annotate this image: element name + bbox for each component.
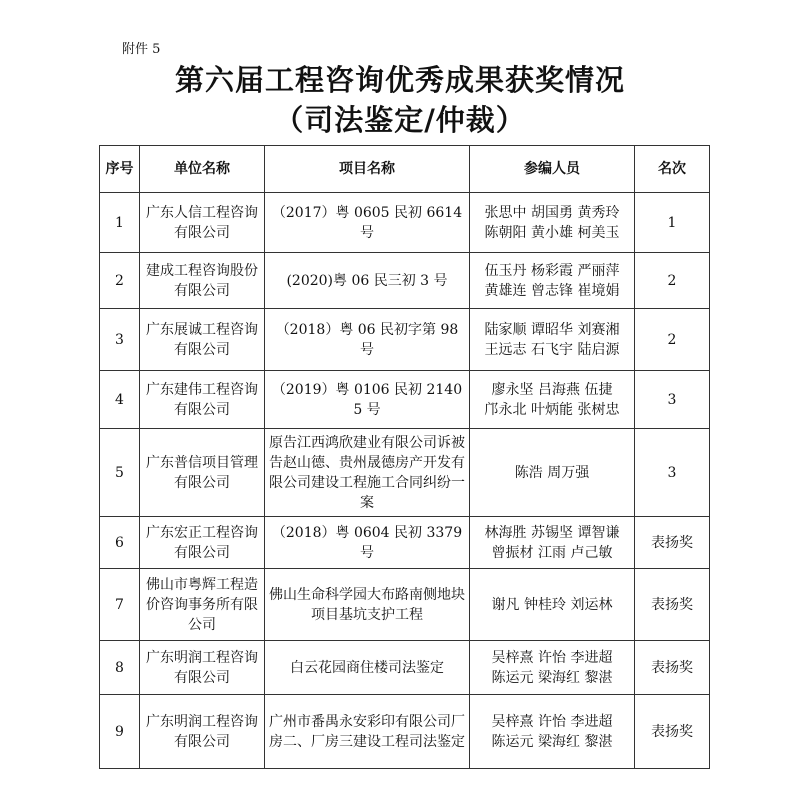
cell-rank: 表扬奖	[635, 695, 710, 769]
page-subtitle: （司法鉴定/仲裁）	[274, 103, 526, 137]
cell-members: 张思中 胡国勇 黄秀玲 陈朝阳 黄小雄 柯美玉	[470, 193, 635, 253]
cell-project: （2017）粤 0605 民初 6614 号	[265, 193, 470, 253]
cell-no: 5	[100, 429, 140, 517]
cell-rank: 表扬奖	[635, 641, 710, 695]
cell-no: 3	[100, 309, 140, 371]
cell-no: 8	[100, 641, 140, 695]
cell-members: 林海胜 苏锡坚 谭智谦 曾振材 江雨 卢己敏	[470, 517, 635, 569]
cell-rank: 3	[635, 371, 710, 429]
cell-members: 吴梓熹 许怡 李进超 陈运元 梁海红 黎湛	[470, 695, 635, 769]
cell-members: 廖永坚 吕海燕 伍捷 邝永北 叶炳能 张树忠	[470, 371, 635, 429]
cell-members: 陆家顺 谭昭华 刘赛湘 王远志 石飞宇 陆启源	[470, 309, 635, 371]
column-header-unit: 单位名称	[140, 146, 265, 193]
cell-rank: 表扬奖	[635, 517, 710, 569]
page-title: 第六届工程咨询优秀成果获奖情况	[174, 63, 625, 97]
cell-unit: 广东普信项目管理有限公司	[140, 429, 265, 517]
attachment-label: 附件 5	[122, 42, 161, 57]
cell-unit: 广东宏正工程咨询有限公司	[140, 517, 265, 569]
cell-members: 吴梓熹 许怡 李进超 陈运元 梁海红 黎湛	[470, 641, 635, 695]
cell-unit: 广东建伟工程咨询有限公司	[140, 371, 265, 429]
cell-unit: 佛山市粤辉工程造价咨询事务所有限公司	[140, 569, 265, 641]
table-row	[100, 429, 710, 517]
cell-no: 2	[100, 253, 140, 309]
column-header-members: 参编人员	[470, 146, 635, 193]
table-row	[100, 641, 710, 695]
cell-project: （2018）粤 0604 民初 3379 号	[265, 517, 470, 569]
table-row	[100, 193, 710, 253]
cell-rank: 2	[635, 309, 710, 371]
table-row	[100, 569, 710, 641]
column-header-no: 序号	[100, 146, 140, 193]
cell-unit: 广东展诚工程咨询有限公司	[140, 309, 265, 371]
column-header-rank: 名次	[635, 146, 710, 193]
cell-project: (2020)粤 06 民三初 3 号	[265, 253, 470, 309]
cell-no: 6	[100, 517, 140, 569]
cell-unit: 广东明润工程咨询有限公司	[140, 695, 265, 769]
cell-project: 白云花园商住楼司法鉴定	[265, 641, 470, 695]
table-row	[100, 309, 710, 371]
cell-no: 7	[100, 569, 140, 641]
cell-project: （2018）粤 06 民初字第 98 号	[265, 309, 470, 371]
cell-rank: 3	[635, 429, 710, 517]
cell-unit: 建成工程咨询股份有限公司	[140, 253, 265, 309]
awards-table	[99, 145, 710, 769]
cell-unit: 广东人信工程咨询有限公司	[140, 193, 265, 253]
cell-no: 9	[100, 695, 140, 769]
table-row	[100, 517, 710, 569]
cell-rank: 2	[635, 253, 710, 309]
cell-no: 4	[100, 371, 140, 429]
table-row	[100, 253, 710, 309]
cell-unit: 广东明润工程咨询有限公司	[140, 641, 265, 695]
cell-rank: 表扬奖	[635, 569, 710, 641]
cell-no: 1	[100, 193, 140, 253]
cell-project: 广州市番禺永安彩印有限公司厂房二、厂房三建设工程司法鉴定	[265, 695, 470, 769]
cell-project: 佛山生命科学园大布路南侧地块项目基坑支护工程	[265, 569, 470, 641]
column-header-project: 项目名称	[265, 146, 470, 193]
table-row	[100, 695, 710, 769]
cell-members: 陈浩 周万强	[470, 429, 635, 517]
table-header-row	[100, 146, 710, 193]
cell-members: 伍玉丹 杨彩霞 严丽萍 黄雄连 曾志锋 崔境娟	[470, 253, 635, 309]
cell-members: 谢凡 钟桂玲 刘运林	[470, 569, 635, 641]
cell-project: 原告江西鸿欣建业有限公司诉被告赵山德、贵州晟德房产开发有限公司建设工程施工合同纠纷一案	[265, 429, 470, 517]
table-row	[100, 371, 710, 429]
cell-rank: 1	[635, 193, 710, 253]
cell-project: （2019）粤 0106 民初 21405 号	[265, 371, 470, 429]
